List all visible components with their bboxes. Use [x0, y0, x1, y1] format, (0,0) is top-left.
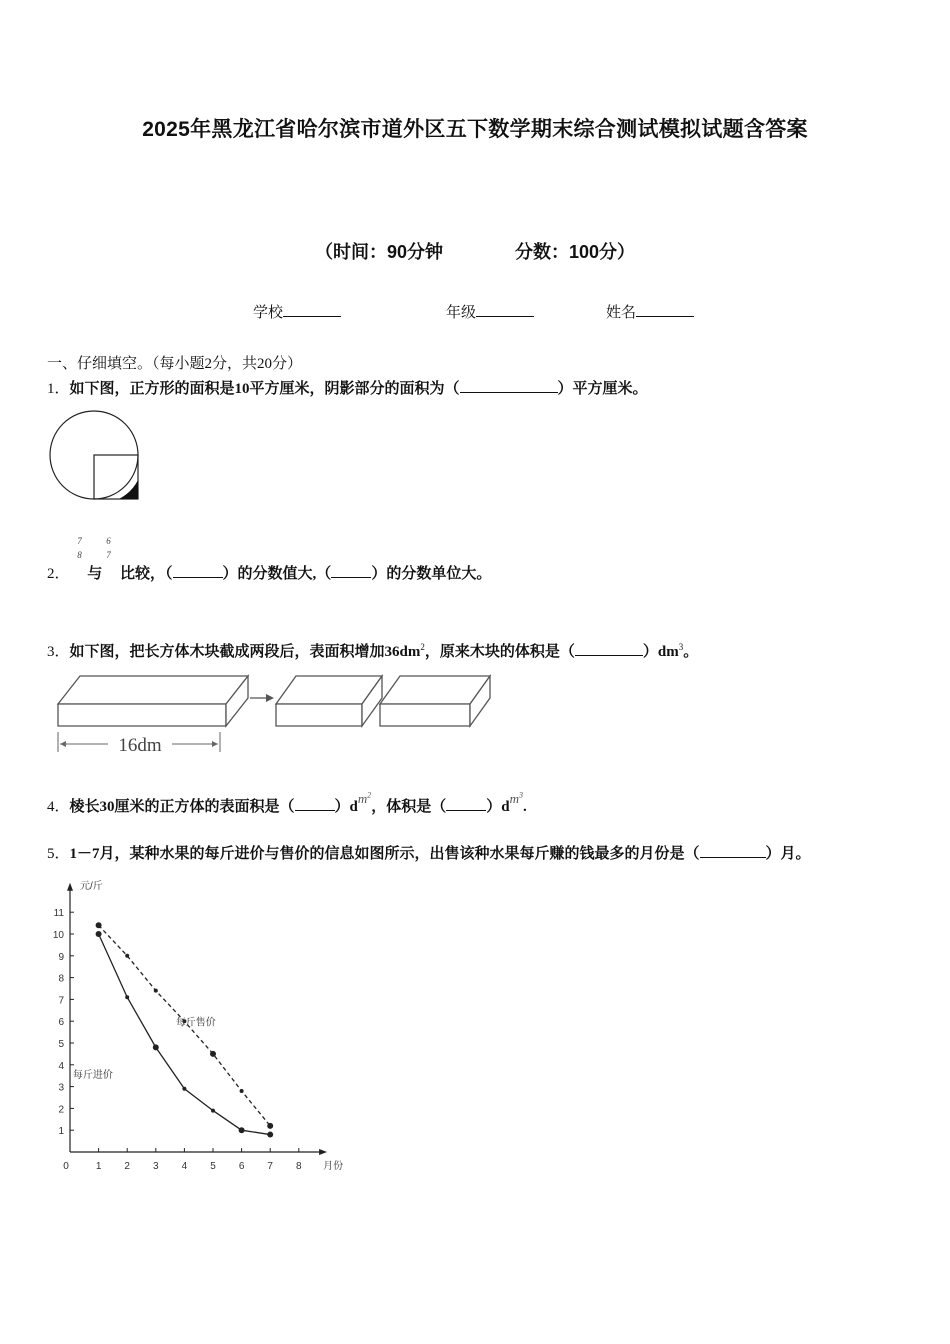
data-point — [239, 1127, 245, 1133]
question-value: 36dm — [384, 644, 421, 660]
data-point — [182, 1087, 186, 1091]
cuboid-figure — [52, 670, 502, 760]
x-tick-label: 7 — [267, 1161, 273, 1172]
y-tick-label: 7 — [58, 995, 64, 1007]
x-tick-label: 1 — [95, 1161, 102, 1172]
question-text: 棱长 — [69, 799, 100, 815]
question-number: 5． — [47, 846, 70, 862]
question-text: 厘米的正方体的表面积是（ — [114, 799, 295, 815]
dim-arrow-left-icon — [60, 741, 66, 747]
question-number: 1． — [47, 381, 70, 397]
fraction-denominator: 7 — [106, 550, 111, 560]
answer-blank[interactable] — [331, 563, 371, 578]
question-text: ）d — [334, 799, 358, 815]
data-point — [125, 995, 129, 999]
answer-blank[interactable] — [460, 378, 558, 393]
y-tick-label: 8 — [58, 973, 64, 985]
question-text: ） — [642, 644, 658, 660]
answer-blank[interactable] — [446, 796, 486, 811]
question-text: ）月。 — [765, 846, 811, 862]
y-tick-label: 10 — [52, 930, 64, 941]
question-text: 与 — [87, 566, 103, 582]
exam-time: （时间：90分钟 — [314, 242, 443, 262]
data-point — [96, 931, 102, 937]
exam-meta — [0, 238, 950, 264]
answer-blank[interactable] — [173, 563, 223, 578]
y-tick-label: 3 — [58, 1082, 64, 1094]
data-point — [211, 1109, 215, 1113]
cuboid-top-face — [58, 676, 248, 704]
question-number: 4． — [47, 799, 70, 815]
y-tick-label: 9 — [58, 951, 64, 963]
y-tick-label: 1 — [58, 1126, 64, 1138]
superscript: 3 — [678, 642, 684, 652]
answer-blank[interactable] — [700, 843, 766, 858]
y-tick-label: 11 — [53, 908, 64, 920]
question-number: 3． — [47, 644, 70, 660]
school-field[interactable] — [253, 301, 341, 322]
x-tick-label: 5 — [210, 1161, 216, 1172]
x-tick-label: 4 — [181, 1161, 188, 1172]
question-3 — [47, 640, 698, 661]
grade-field[interactable] — [446, 301, 534, 322]
section-heading: 一、仔细填空。（每小题2分，共20分） — [47, 356, 303, 372]
unit-letter: m — [357, 791, 368, 806]
data-point — [267, 1132, 273, 1138]
piece1-front-face — [276, 704, 362, 726]
grade-blank[interactable] — [476, 302, 534, 317]
question-1 — [47, 377, 648, 398]
fraction-numerator: 7 — [77, 536, 82, 546]
question-text: 如下图，正方形的面积是 — [69, 381, 235, 397]
x-tick-label: 3 — [153, 1161, 159, 1172]
series-label-cost-price: 每斤进价 — [72, 1069, 113, 1081]
dimension-label: 16dm — [118, 735, 162, 756]
name-label: 姓名 — [606, 305, 637, 321]
exam-score: 分数：100分） — [514, 242, 636, 262]
data-point — [267, 1123, 273, 1129]
question-text: ）的分数值大,（ — [222, 566, 332, 582]
x-tick-label: 8 — [296, 1161, 302, 1172]
unit: dm — [657, 644, 679, 660]
x-axis-label: 月份 — [323, 1161, 344, 1172]
circle-square-figure — [45, 408, 145, 504]
name-blank[interactable] — [636, 302, 694, 317]
question-text: 平方厘米，阴影部分的面积为（ — [249, 381, 460, 397]
school-label: 学校 — [253, 305, 284, 321]
fraction-denominator: 8 — [77, 550, 82, 560]
data-point — [96, 922, 102, 928]
question-text: . — [523, 799, 527, 815]
school-blank[interactable] — [283, 302, 341, 317]
cuboid-front-face — [58, 704, 226, 726]
series-label-sale-price: 每斤售价 — [175, 1017, 216, 1029]
piece2-front-face — [380, 704, 470, 726]
y-tick-label: 2 — [58, 1104, 64, 1116]
x-axis-arrow-icon — [319, 1149, 327, 1155]
data-point — [210, 1051, 216, 1057]
unit-m2 — [358, 791, 371, 806]
question-value: 30 — [99, 799, 115, 815]
y-tick-label: 6 — [58, 1017, 64, 1029]
fraction-numerator: 6 — [106, 536, 111, 546]
dim-arrow-right-icon — [212, 741, 218, 747]
fraction-7-8 — [73, 536, 87, 566]
question-text: 比较，（ — [120, 566, 173, 582]
fraction-6-7 — [102, 536, 116, 566]
question-text: 。 — [683, 644, 699, 660]
question-value: 10 — [234, 381, 250, 397]
superscript: 2 — [420, 642, 425, 652]
x-tick-label: 2 — [124, 1161, 130, 1172]
data-point — [153, 1044, 159, 1050]
answer-blank[interactable] — [575, 641, 643, 656]
superscript: 2 — [367, 790, 372, 800]
series-line-cost-price — [99, 934, 271, 1135]
question-text: ）平方厘米。 — [557, 381, 648, 397]
question-text: ，原来木块的体积是（ — [424, 644, 575, 660]
question-text: ）的分数单位大。 — [371, 566, 492, 582]
question-4 — [47, 790, 527, 816]
answer-blank[interactable] — [295, 796, 335, 811]
question-5 — [47, 842, 811, 863]
y-axis-label: 元/斤 — [80, 880, 103, 892]
price-chart — [45, 872, 355, 1177]
unit-m3 — [510, 791, 523, 806]
y-axis-arrow-icon — [67, 883, 73, 891]
data-point — [240, 1089, 244, 1093]
data-point — [125, 954, 129, 958]
y-tick-label: 5 — [58, 1039, 64, 1050]
question-text: 1－7月，某种水果的每斤进价与售价的信息如图所示，出售该种水果每斤赚的钱最多的月份是（ — [69, 846, 700, 862]
unit-letter: m — [509, 791, 520, 806]
grade-label: 年级 — [446, 305, 477, 321]
origin-label: 0 — [63, 1161, 69, 1172]
y-tick-label: 4 — [58, 1060, 64, 1072]
question-number: 2． — [47, 566, 70, 582]
x-tick-label: 6 — [238, 1161, 245, 1172]
question-text: ）d — [486, 799, 510, 815]
question-2 — [47, 536, 492, 583]
data-point — [154, 989, 158, 993]
arrow-head-icon — [266, 694, 274, 702]
page-title: 2025年黑龙江省哈尔滨市道外区五下数学期末综合测试模拟试题含答案 — [142, 118, 808, 141]
question-text: ，体积是（ — [371, 799, 447, 815]
superscript: 3 — [519, 790, 524, 800]
question-text: 如下图，把长方体木块截成两段后，表面积增加 — [69, 644, 385, 660]
name-field[interactable] — [606, 301, 694, 322]
